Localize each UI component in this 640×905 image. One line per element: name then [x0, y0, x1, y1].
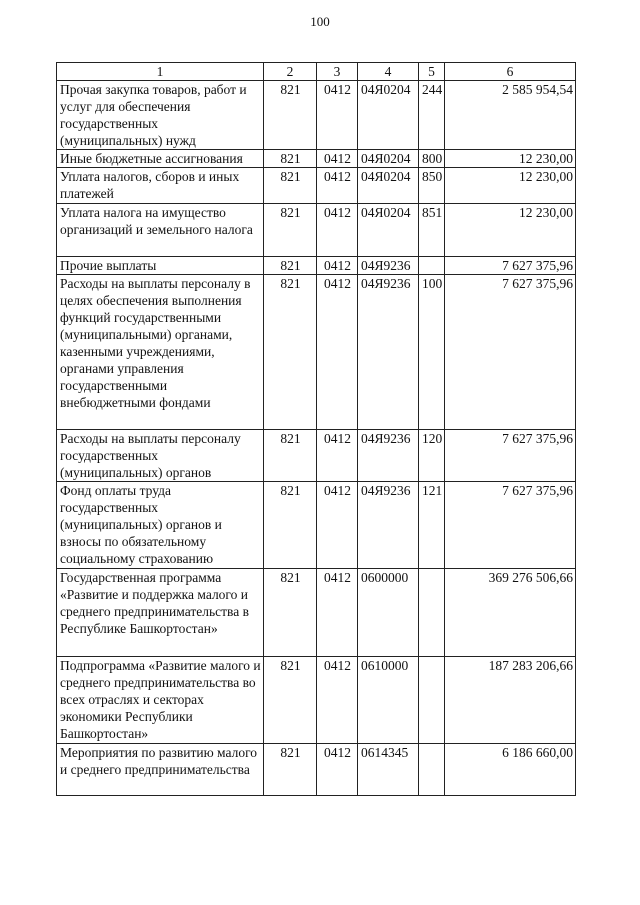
row-section-code: 0412 — [317, 81, 358, 150]
row-amount: 7 627 375,96 — [445, 275, 576, 430]
header-col-2: 2 — [264, 63, 317, 81]
row-expense-type: 850 — [419, 168, 445, 204]
row-admin-code: 821 — [264, 657, 317, 744]
row-section-code: 0412 — [317, 204, 358, 257]
row-name: Государственная программа «Развитие и поддержка малого и среднего предпринимательства в Республике Башкортостан» — [57, 569, 264, 657]
row-name: Иные бюджетные ассигнования — [57, 150, 264, 168]
row-admin-code: 821 — [264, 204, 317, 257]
row-section-code: 0412 — [317, 657, 358, 744]
row-admin-code: 821 — [264, 257, 317, 275]
budget-table — [56, 62, 576, 796]
row-name: Уплата налога на имущество организаций и земельного налога — [57, 204, 264, 257]
header-col-6: 6 — [445, 63, 576, 81]
header-col-4: 4 — [358, 63, 419, 81]
row-name: Подпрограмма «Развитие малого и среднего предпринимательства во всех отраслях и секторах экономики Республики Башкортостан» — [57, 657, 264, 744]
row-name: Фонд оплаты труда государственных (муниципальных) органов и взносы по обязательному социальному страхованию — [57, 482, 264, 569]
row-section-code: 0412 — [317, 150, 358, 168]
table-row — [57, 204, 576, 257]
row-amount: 187 283 206,66 — [445, 657, 576, 744]
row-section-code: 0412 — [317, 430, 358, 482]
row-expense-type: 800 — [419, 150, 445, 168]
row-target-article: 04Я9236 — [358, 275, 419, 430]
row-name: Уплата налогов, сборов и иных платежей — [57, 168, 264, 204]
table-row — [57, 569, 576, 657]
row-name: Прочие выплаты — [57, 257, 264, 275]
row-admin-code: 821 — [264, 430, 317, 482]
row-amount: 369 276 506,66 — [445, 569, 576, 657]
row-amount: 6 186 660,00 — [445, 744, 576, 796]
row-name: Расходы на выплаты персоналу в целях обеспечения выполнения функций государственными (муниципальными) органами, казенными учреждениями, органами управления государственными внебюджетными фондами — [57, 275, 264, 430]
row-expense-type — [419, 257, 445, 275]
table-row — [57, 168, 576, 204]
row-target-article: 04Я9236 — [358, 482, 419, 569]
row-admin-code: 821 — [264, 168, 317, 204]
row-amount: 12 230,00 — [445, 150, 576, 168]
header-col-5: 5 — [419, 63, 445, 81]
table-row — [57, 275, 576, 430]
row-name: Расходы на выплаты персоналу государственных (муниципальных) органов — [57, 430, 264, 482]
row-amount: 12 230,00 — [445, 168, 576, 204]
row-section-code: 0412 — [317, 569, 358, 657]
row-target-article: 04Я0204 — [358, 150, 419, 168]
table-header-row — [57, 63, 576, 81]
row-target-article: 04Я9236 — [358, 430, 419, 482]
table-row — [57, 482, 576, 569]
row-expense-type: 120 — [419, 430, 445, 482]
row-amount: 12 230,00 — [445, 204, 576, 257]
row-section-code: 0412 — [317, 257, 358, 275]
row-target-article: 04Я0204 — [358, 204, 419, 257]
row-expense-type: 244 — [419, 81, 445, 150]
row-section-code: 0412 — [317, 168, 358, 204]
header-col-1: 1 — [57, 63, 264, 81]
page-number: 100 — [310, 14, 330, 29]
row-section-code: 0412 — [317, 275, 358, 430]
row-section-code: 0412 — [317, 482, 358, 569]
row-expense-type: 851 — [419, 204, 445, 257]
row-target-article: 04Я9236 — [358, 257, 419, 275]
row-admin-code: 821 — [264, 744, 317, 796]
row-name: Мероприятия по развитию малого и среднего предпринимательства — [57, 744, 264, 796]
row-expense-type: 100 — [419, 275, 445, 430]
row-amount: 7 627 375,96 — [445, 257, 576, 275]
row-amount: 7 627 375,96 — [445, 430, 576, 482]
table-row — [57, 257, 576, 275]
row-target-article: 04Я0204 — [358, 81, 419, 150]
row-admin-code: 821 — [264, 482, 317, 569]
row-target-article: 0610000 — [358, 657, 419, 744]
table-row — [57, 744, 576, 796]
row-target-article: 0600000 — [358, 569, 419, 657]
table-row — [57, 81, 576, 150]
row-admin-code: 821 — [264, 81, 317, 150]
row-admin-code: 821 — [264, 569, 317, 657]
row-expense-type — [419, 569, 445, 657]
row-expense-type: 121 — [419, 482, 445, 569]
row-expense-type — [419, 657, 445, 744]
row-target-article: 0614345 — [358, 744, 419, 796]
row-amount: 7 627 375,96 — [445, 482, 576, 569]
row-amount: 2 585 954,54 — [445, 81, 576, 150]
row-admin-code: 821 — [264, 150, 317, 168]
row-target-article: 04Я0204 — [358, 168, 419, 204]
table-row — [57, 430, 576, 482]
row-name: Прочая закупка товаров, работ и услуг для обеспечения государственных (муниципальных) нужд — [57, 81, 264, 150]
row-section-code: 0412 — [317, 744, 358, 796]
table-row — [57, 150, 576, 168]
row-expense-type — [419, 744, 445, 796]
table-row — [57, 657, 576, 744]
header-col-3: 3 — [317, 63, 358, 81]
row-admin-code: 821 — [264, 275, 317, 430]
